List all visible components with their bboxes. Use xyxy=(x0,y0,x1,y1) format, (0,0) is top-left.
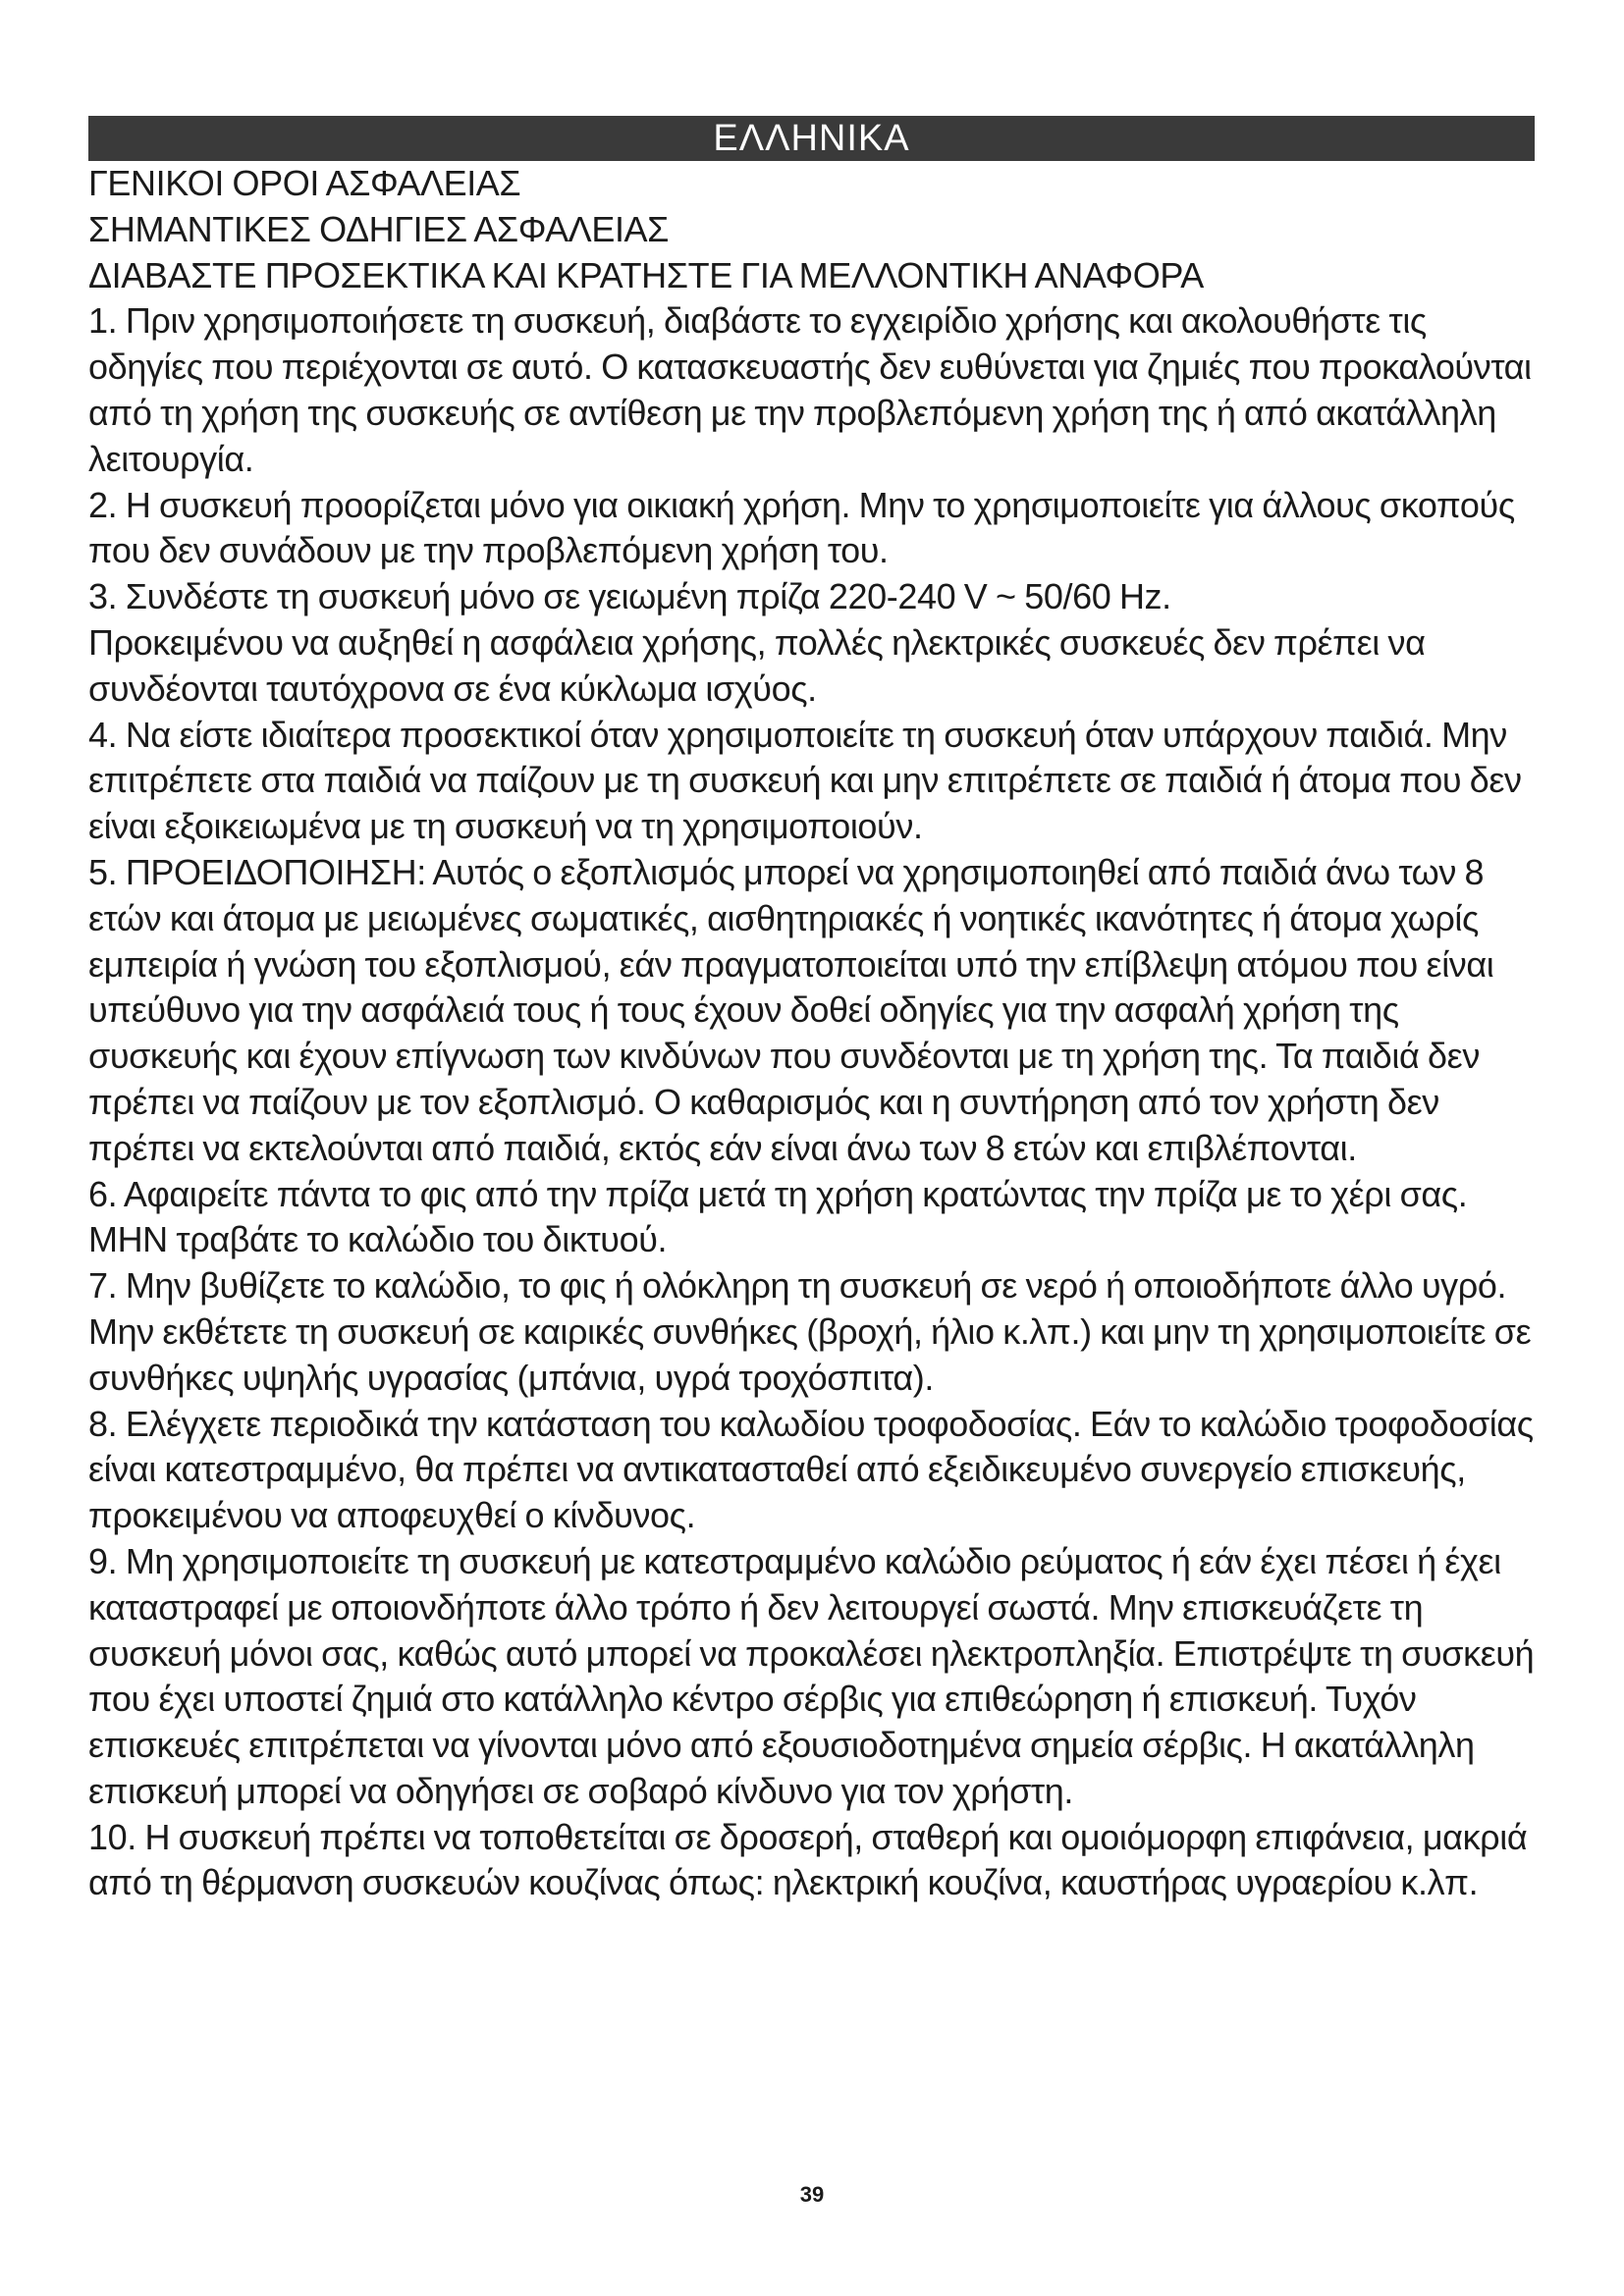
instruction-item-9: 9. Μη χρησιμοποιείτε τη συσκευή με κατεστραμμένο καλώδιο ρεύματος ή εάν έχει πέσει ή έχει καταστραφεί με οποιονδήποτε άλλο τρόπο ή δεν λειτουργεί σωστά. Μην επισκευάζετε τη συσκευή μόνοι σας, καθώς αυτό μπορεί να προκαλέσει ηλεκτροπληξία. Επιστρέψτε τη συσκευή που έχει υποστεί ζημιά στο κατάλληλο κέντρο σέρβις για επιθεώρηση ή επισκευή. Τυχόν επισκευές επιτρέπεται να γίνονται μόνο από εξουσιοδοτημένα σημεία σέρβις. Η ακατάλληλη επισκευή μπορεί να οδηγήσει σε σοβαρό κίνδυνο για τον χρήστη. xyxy=(88,1540,1535,1811)
section-heading-important: ΣΗΜΑΝΤΙΚΕΣ ΟΔΗΓΙΕΣ ΑΣΦΑΛΕΙΑΣ xyxy=(88,208,670,249)
safety-content xyxy=(88,161,1535,1906)
instruction-item-3: 3. Συνδέστε τη συσκευή μόνο σε γειωμένη πρίζα 220-240 V ~ 50/60 Hz. xyxy=(88,576,1171,617)
section-heading-read-carefully: ΔΙΑΒΑΣΤΕ ΠΡΟΣΕΚΤΙΚΑ ΚΑΙ ΚΡΑΤΗΣΤΕ ΓΙΑ ΜΕΛΛΟΝΤΙΚΗ ΑΝΑΦΟΡΑ xyxy=(88,254,1204,295)
instruction-item-8: 8. Ελέγχετε περιοδικά την κατάσταση του καλωδίου τροφοδοσίας. Εάν το καλώδιο τροφοδοσίας είναι κατεστραμμένο, θα πρέπει να αντικατασταθεί από εξειδικευμένο συνεργείο επισκευής, προκειμένου να αποφευχθεί ο κίνδυνος. xyxy=(88,1403,1534,1536)
manual-page xyxy=(88,116,1535,1906)
instruction-item-7: 7. Μην βυθίζετε το καλώδιο, το φις ή ολόκληρη τη συσκευή σε νερό ή οποιοδήποτε άλλο υγρό. Μην εκθέτετε τη συσκευή σε καιρικές συνθήκες (βροχή, ήλιο κ.λπ.) και μην τη χρησιμοποιείτε σε συνθήκες υψηλής υγρασίας (μπάνια, υγρά τροχόσπιτα). xyxy=(88,1265,1532,1398)
page-number: 39 xyxy=(799,2182,825,2207)
instruction-item-2: 2. Η συσκευή προορίζεται μόνο για οικιακή χρήση. Μην το χρησιμοποιείτε για άλλους σκοπούς που δεν συνάδουν με την προβλεπόμενη χρήση του. xyxy=(88,484,1515,571)
instruction-item-6: 6. Αφαιρείτε πάντα το φις από την πρίζα μετά τη χρήση κρατώντας την πρίζα με το χέρι σας. ΜΗΝ τραβάτε το καλώδιο του δικτυού. xyxy=(88,1173,1468,1260)
instruction-item-10: 10. Η συσκευή πρέπει να τοποθετείται σε δροσερή, σταθερή και ομοιόμορφη επιφάνεια, μακριά από τη θέρμανση συσκευών κουζίνας όπως: ηλεκτρική κουζίνα, καυστήρας υγραερίου κ.λπ. xyxy=(88,1816,1528,1903)
instruction-item-5: 5. ΠΡΟΕΙΔΟΠΟΙΗΣΗ: Αυτός ο εξοπλισμός μπορεί να χρησιμοποιηθεί από παιδιά άνω των 8 ετών και άτομα με μειωμένες σωματικές, αισθητηριακές ή νοητικές ικανότητες ή άτομα χωρίς εμπειρία ή γνώση του εξοπλισμού, εάν πραγματοποιείται υπό την επίβλεψη ατόμου που είναι υπεύθυνο για την ασφάλειά τους ή τους έχουν δοθεί οδηγίες για την ασφαλή χρήση της συσκευής και έχουν επίγνωση των κινδύνων που συνδέονται με τη χρήση της. Τα παιδιά δεν πρέπει να παίζουν με τον εξοπλισμό. Ο καθαρισμός και η συντήρηση από τον χρήστη δεν πρέπει να εκτελούνται από παιδιά, εκτός εάν είναι άνω των 8 ετών και επιβλέπονται. xyxy=(88,851,1494,1168)
instruction-item-4: 4. Να είστε ιδιαίτερα προσεκτικοί όταν χρησιμοποιείτε τη συσκευή όταν υπάρχουν παιδιά. Μην επιτρέπετε στα παιδιά να παίζουν με τη συσκευή και μην επιτρέπετε σε παιδιά ή άτομα που δεν είναι εξοικειωμένα με τη συσκευή να τη χρησιμοποιούν. xyxy=(88,714,1522,847)
language-banner: ΕΛΛΗΝΙΚΑ xyxy=(88,116,1535,161)
instruction-item-1: 1. Πριν χρησιμοποιήσετε τη συσκευή, διαβάστε το εγχειρίδιο χρήσης και ακολουθήστε τις οδηγίες που περιέχονται σε αυτό. Ο κατασκευαστής δεν ευθύνεται για ζημιές που προκαλούνται από τη χρήση της συσκευής σε αντίθεση με την προβλεπόμενη χρήση της ή από ακατάλληλη λειτουργία. xyxy=(88,300,1532,479)
section-heading-general: ΓΕΝΙΚΟΙ ΟΡΟΙ ΑΣΦΑΛΕΙΑΣ xyxy=(88,163,521,203)
instruction-item-3-note: Προκειμένου να αυξηθεί η ασφάλεια χρήσης, πολλές ηλεκτρικές συσκευές δεν πρέπει να συνδέονται ταυτόχρονα σε ένα κύκλωμα ισχύος. xyxy=(88,621,1426,709)
